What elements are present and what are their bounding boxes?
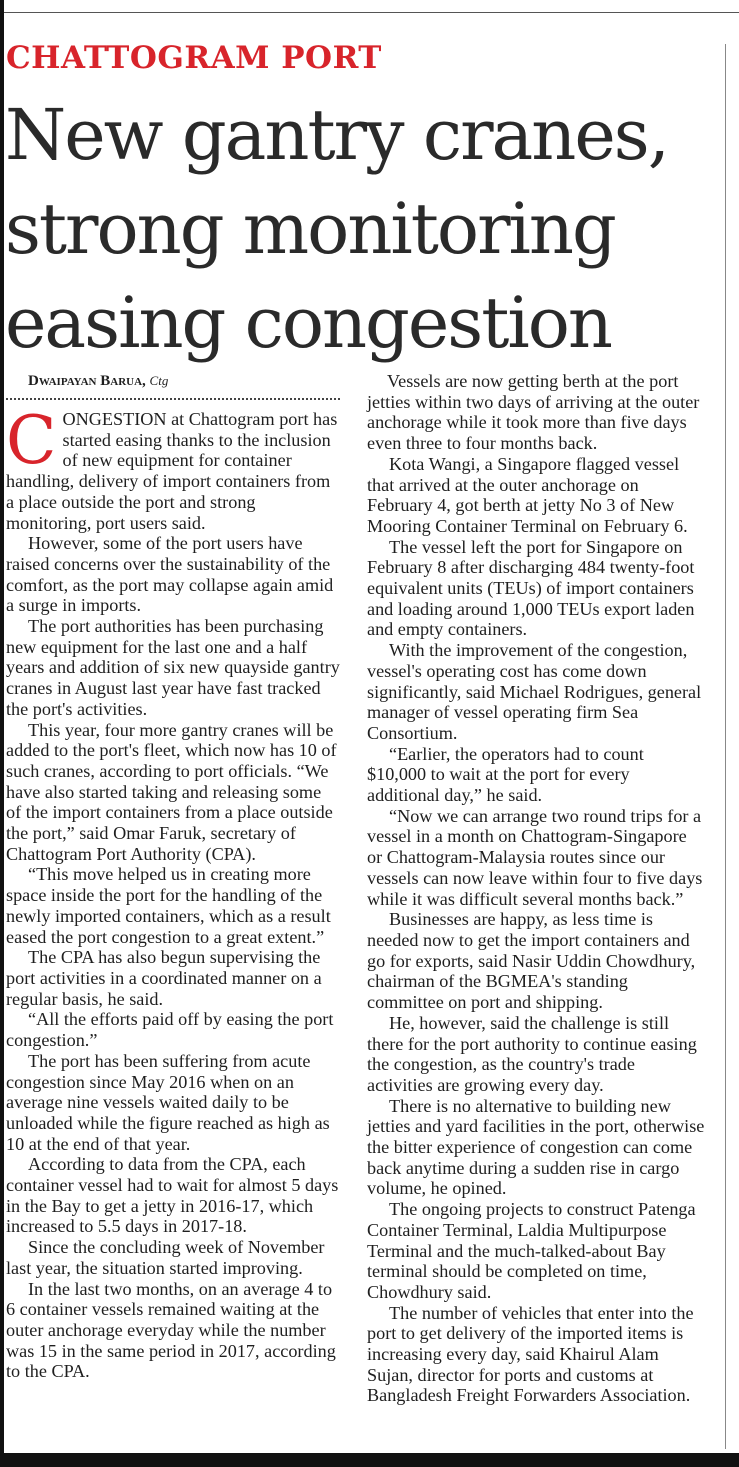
paragraph: However, some of the port users have raised concerns over the sustainability of the comfort, as the port may collapse again amid a surge in imports. xyxy=(6,533,334,616)
paragraph: Kota Wangi, a Singapore flagged vessel that arrived at the outer anchorage on February 4, got berth at jetty No 3 of New Mooring Container Terminal on February 6. xyxy=(367,453,688,536)
paragraph: “All the efforts paid off by easing the port congestion.” xyxy=(6,1009,334,1051)
paragraph: “Earlier, the operators had to count $10,000 to wait at the port for every additional day,” he said. xyxy=(367,743,644,806)
drop-cap: C xyxy=(6,402,57,479)
paragraph: According to data from the CPA, each container vessel had to wait for almost 5 days in the Bay to get a jetty in 2016-17, which increased to 5.5 days in 2017-18. xyxy=(6,1154,339,1237)
paragraph: “Now we can arrange two round trips for a vessel in a month on Chattogram-Singapore or Chattogram-Malaysia routes since our vessels can now leave within four to five days while it was difficult several months back.” xyxy=(367,805,703,909)
top-rule xyxy=(0,12,739,13)
paragraph: The port authorities has been purchasing new equipment for the last one and a half years and addition of six new quayside gantry cranes in August last year have fast tracked the port's activities. xyxy=(6,616,340,719)
paragraph: There is no alternative to building new jetties and yard facilities in the port, otherwise the bitter experience of congestion can come back anytime during a sudden rise in cargo volume, he opined. xyxy=(367,1095,705,1199)
paragraph: With the improvement of the congestion, vessel's operating cost has come down significantly, said Michael Rodrigues, general manager of vessel operating firm Sea Consortium. xyxy=(367,640,702,743)
article-column-left xyxy=(6,371,340,1382)
headline-line-3: easing congestion xyxy=(5,282,611,364)
byline xyxy=(6,371,340,391)
article-column-right xyxy=(367,371,705,1406)
byline-author: Dwaipayan Barua, xyxy=(28,373,146,389)
headline-line-2: strong monitoring xyxy=(5,188,615,270)
paragraph: Businesses are happy, as less time is needed now to get the import containers and go for exports, said Nasir Uddin Chowdhury, chairman of the BGMEA's standing committee on port and shipping. xyxy=(367,909,696,1013)
paragraph: The vessel left the port for Singapore on February 8 after discharging 484 twenty-foot equivalent units (TEUs) of import containers and loading around 1,000 TEUs export laden and empty containers. xyxy=(367,536,695,640)
paragraph: The CPA has also begun supervising the port activities in a coordinated manner on a regular basis, he said. xyxy=(6,947,322,1009)
paragraph: The number of vehicles that enter into the port to get delivery of the imported items is increasing every day, said Khairul Alam Sujan, director for ports and customs at Bangladesh Freight Forwarders Association. xyxy=(367,1302,694,1406)
paragraph: Vessels are now getting berth at the port jetties within two days of arriving at the outer anchorage while it took more than five days even three to four months back. xyxy=(367,371,700,454)
headline xyxy=(5,88,725,370)
paragraph: The port has been suffering from acute congestion since May 2016 when on an average nine vessels waited daily to be unloaded while the figure reached as high as 10 at the end of that year. xyxy=(6,1050,330,1154)
paragraph: “This move helped us in creating more space inside the port for the handling of the newly imported containers, which as a result eased the port congestion to a great extent.” xyxy=(6,864,331,947)
byline-dotted-rule xyxy=(6,398,340,400)
lead-paragraph-text: ONGESTION at Chattogram port has started easing thanks to the inclusion of new equipment for container handling, delivery of import containers from a place outside the port and strong monitoring, port users said. xyxy=(6,409,338,533)
paragraph: He, however, said the challenge is still there for the port authority to continue easing the congestion, as the country's trade activities are growing every day. xyxy=(367,1012,697,1095)
paragraph: This year, four more gantry cranes will be added to the port's fleet, which now has 10 of such cranes, according to port officials. “We have also started taking and releasing some of the import containers from a place outside the port,” said Omar Faruk, secretary of Chattogram Port Authority (CPA). xyxy=(6,719,337,864)
byline-location: Ctg xyxy=(149,373,169,388)
column-divider-rule xyxy=(725,44,726,1449)
paragraph: In the last two months, on an average 4 to 6 container vessels remained waiting at the outer anchorage everyday while the number was 15 in the same period in 2017, according to the CPA. xyxy=(6,1278,336,1382)
bottom-edge-bar xyxy=(0,1453,739,1467)
section-kicker: CHATTOGRAM PORT xyxy=(6,40,382,76)
headline-line-1: New gantry cranes, xyxy=(5,94,668,176)
lead-paragraph xyxy=(6,402,340,533)
paragraph: Since the concluding week of November last year, the situation started improving. xyxy=(6,1237,325,1278)
paragraph: The ongoing projects to construct Patenga Container Terminal, Laldia Multipurpose Terminal and the much-talked-about Bay terminal should be completed on time, Chowdhury said. xyxy=(367,1199,696,1302)
left-edge-bar xyxy=(0,0,4,1467)
